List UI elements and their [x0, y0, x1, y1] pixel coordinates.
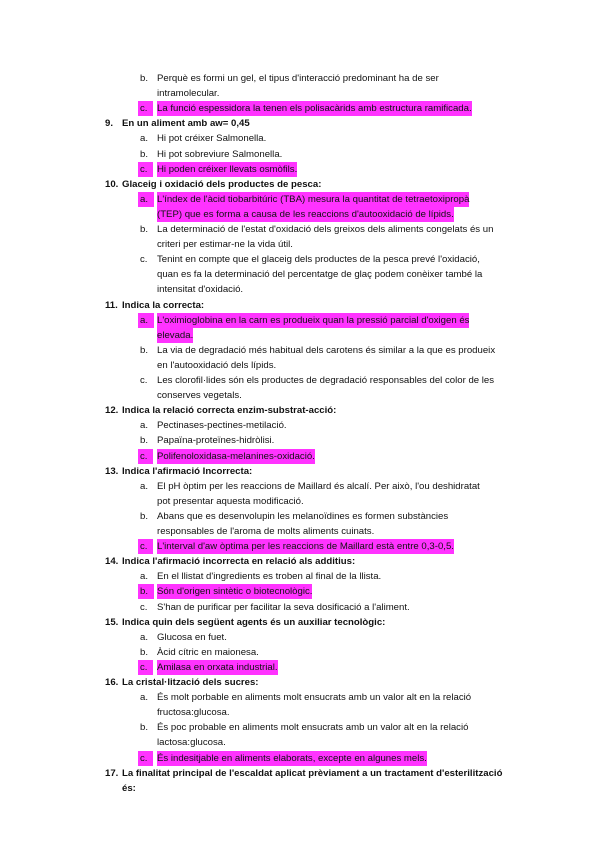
answer-line	[0, 433, 599, 448]
answer-line	[0, 630, 599, 645]
option-text: lactosa:glucosa.	[157, 737, 226, 749]
option-text: Pectinases-pectines-metilació.	[157, 420, 287, 432]
question-text: Glaceig i oxidació dels productes de pesca:	[122, 178, 322, 190]
question-number: 13.	[105, 465, 119, 477]
option-text: en l'autooxidació dels lípids.	[157, 359, 277, 371]
answer-line-highlighted	[0, 328, 599, 343]
question-text: Indica la relació correcta enzim-substrat-acció:	[122, 405, 337, 417]
answer-line	[0, 479, 599, 494]
answer-line	[0, 705, 599, 720]
option-text: elevada.	[157, 329, 194, 341]
question-line	[0, 403, 599, 418]
question-line	[0, 298, 599, 313]
option-letter: a.	[138, 192, 154, 207]
answer-line	[0, 222, 599, 237]
option-text: responsables de l'aroma de molts aliments cuinats.	[157, 526, 375, 537]
question-number: 15.	[105, 616, 119, 628]
answer-line	[0, 86, 599, 101]
question-number: 11.	[105, 299, 118, 311]
option-letter: c.	[140, 375, 148, 386]
question-line	[0, 116, 599, 131]
option-text: Àcid cítric en maionesa.	[157, 646, 259, 658]
option-text: És indesitjable en aliments elaborats, excepte en algunes mels.	[157, 752, 427, 764]
question-text: Indica l'afirmació incorrecta en relació als additius:	[122, 556, 356, 568]
question-number: 9.	[105, 118, 114, 130]
option-text: La funció espessidora la tenen els polisacàrids amb estructura ramificada.	[157, 103, 472, 115]
option-text: quan es fa la determinació del percentatge de glaç podem conèixer també la	[157, 269, 483, 281]
option-letter: c.	[138, 101, 153, 116]
option-text: L'oximioglobina en la carn es produeix quan la pressió parcial d'oxigen és	[157, 314, 470, 326]
question-line	[0, 675, 599, 690]
option-letter: a.	[140, 420, 149, 432]
option-text: L'índex de l'àcid tiobarbitúric (TBA) mesura la quantitat de tetraetoxipropà	[157, 193, 470, 205]
option-text: S'han de purificar per facilitar la seva dosificació a l'aliment.	[157, 601, 410, 613]
answer-line	[0, 358, 599, 373]
option-text: Hi pot sobreviure Salmonella.	[157, 148, 283, 160]
answer-line-highlighted	[0, 539, 599, 554]
answer-line	[0, 418, 599, 433]
question-line	[0, 766, 599, 781]
option-text: conserves vegetals.	[157, 390, 242, 402]
question-text: La cristal·lització dels sucres:	[122, 677, 259, 688]
option-letter: c.	[138, 162, 153, 177]
option-letter: b.	[140, 224, 149, 235]
option-text: El pH òptim per les reaccions de Maillard és alcalí. Per això, l'ou deshidratat	[157, 480, 480, 492]
option-letter: b.	[140, 148, 149, 160]
question-number: 16.	[105, 677, 119, 688]
option-letter: b.	[140, 435, 149, 447]
answer-line	[0, 388, 599, 403]
answer-line-highlighted	[0, 101, 599, 116]
option-text: Abans que es desenvolupin les melanoïdines es formen substàncies	[157, 510, 449, 522]
answer-line	[0, 494, 599, 509]
question-line	[0, 464, 599, 479]
option-letter: b.	[140, 722, 149, 734]
option-text: És molt porbable en aliments molt ensucrats amb un valor alt en la relació	[157, 692, 472, 704]
option-text: pot presentar aquesta modificació.	[157, 495, 304, 507]
option-letter: c.	[138, 539, 153, 554]
question-text: Indica quin dels següent agents és un auxiliar tecnològic:	[122, 616, 386, 628]
option-text: fructosa:glucosa.	[157, 707, 230, 719]
option-text: És poc probable en aliments molt ensucrats amb un valor alt en la relació	[157, 722, 469, 734]
option-text: Hi pot créixer Salmonella.	[157, 133, 267, 145]
option-text: Glucosa en fuet.	[157, 631, 227, 643]
answer-line-highlighted	[0, 313, 599, 328]
option-letter: b.	[140, 646, 149, 658]
question-text: Indica la correcta:	[122, 299, 205, 311]
option-letter: b.	[140, 73, 149, 84]
question-text: En un aliment amb aw= 0,45	[122, 118, 250, 130]
answer-line-highlighted	[0, 207, 599, 222]
option-text: En el llistat d'ingredients es troben al final de la llista.	[157, 571, 382, 583]
question-text: La finalitat principal de l'escaldat aplicat prèviament a un tractament d'esterilització	[122, 767, 503, 779]
option-letter: c.	[138, 449, 153, 464]
answer-line-highlighted	[0, 584, 599, 599]
option-letter: b.	[140, 344, 149, 356]
answer-line	[0, 569, 599, 584]
option-letter: c.	[140, 254, 148, 266]
question-number: 10.	[105, 178, 119, 190]
question-number: 12.	[105, 405, 119, 417]
option-text: (TEP) que es forma a causa de les reaccions d'autooxidació de lípids.	[157, 208, 454, 220]
option-text: Papaïna-proteïnes-hidròlisi.	[157, 435, 275, 447]
answer-line	[0, 71, 599, 86]
answer-line-highlighted	[0, 449, 599, 464]
option-text: intensitat d'oxidació.	[157, 284, 244, 296]
option-text: intramolecular.	[157, 88, 220, 100]
answer-line	[0, 343, 599, 358]
question-number: 14.	[105, 556, 119, 568]
answer-line	[0, 267, 599, 282]
question-number: 17.	[105, 767, 119, 779]
option-text: Hi poden créixer llevats osmòfils.	[157, 163, 298, 175]
option-text: Les clorofil·lides són els productes de degradació responsables del color de les	[157, 375, 495, 386]
option-letter: b.	[138, 584, 154, 599]
answer-line-highlighted	[0, 660, 599, 675]
answer-line	[0, 131, 599, 146]
option-letter: c.	[138, 660, 153, 675]
answer-line-highlighted	[0, 162, 599, 177]
option-text: Són d'origen sintètic o biotecnològic.	[157, 586, 313, 598]
answer-line	[0, 147, 599, 162]
question-text: Indica l'afirmació Incorrecta:	[122, 465, 253, 477]
option-letter: a.	[138, 313, 154, 328]
answer-line-highlighted	[0, 192, 599, 207]
option-letter: a.	[140, 692, 149, 704]
answer-line	[0, 373, 599, 388]
answer-line	[0, 645, 599, 660]
question-line	[0, 781, 599, 796]
option-letter: a.	[140, 571, 149, 583]
question-line	[0, 554, 599, 569]
option-letter: a.	[140, 631, 149, 643]
option-text: criteri per estimar-ne la vida útil.	[157, 239, 293, 251]
option-text: La via de degradació més habitual dels carotens és similar a la que es produeix	[157, 344, 496, 356]
answer-line-highlighted	[0, 751, 599, 766]
option-letter: c.	[140, 601, 148, 613]
option-text: La determinació de l'estat d'oxidació dels greixos dels aliments congelats és un	[157, 224, 494, 235]
answer-line	[0, 237, 599, 252]
answer-line	[0, 524, 599, 539]
answer-line	[0, 600, 599, 615]
question-line	[0, 177, 599, 192]
answer-line	[0, 690, 599, 705]
option-letter: c.	[138, 751, 153, 766]
option-letter: a.	[140, 480, 149, 492]
answer-line	[0, 720, 599, 735]
question-line	[0, 615, 599, 630]
question-text: és:	[122, 782, 136, 794]
option-text: Tenint en compte que el glaceig dels productes de la pesca prevé l'oxidació,	[157, 254, 480, 266]
answer-line	[0, 252, 599, 267]
answer-line	[0, 735, 599, 750]
option-text: Polifenoloxidasa-melanines-oxidació.	[157, 450, 315, 462]
answer-line	[0, 509, 599, 524]
option-text: L'interval d'aw òptima per les reaccions de Maillard està entre 0,3-0,5.	[157, 541, 454, 553]
option-letter: a.	[140, 133, 149, 145]
option-letter: b.	[140, 510, 149, 522]
answer-line	[0, 282, 599, 297]
option-text: Amilasa en orxata industrial.	[157, 661, 278, 673]
option-text: Perquè es formi un gel, el tipus d'interacció predominant ha de ser	[157, 73, 439, 84]
